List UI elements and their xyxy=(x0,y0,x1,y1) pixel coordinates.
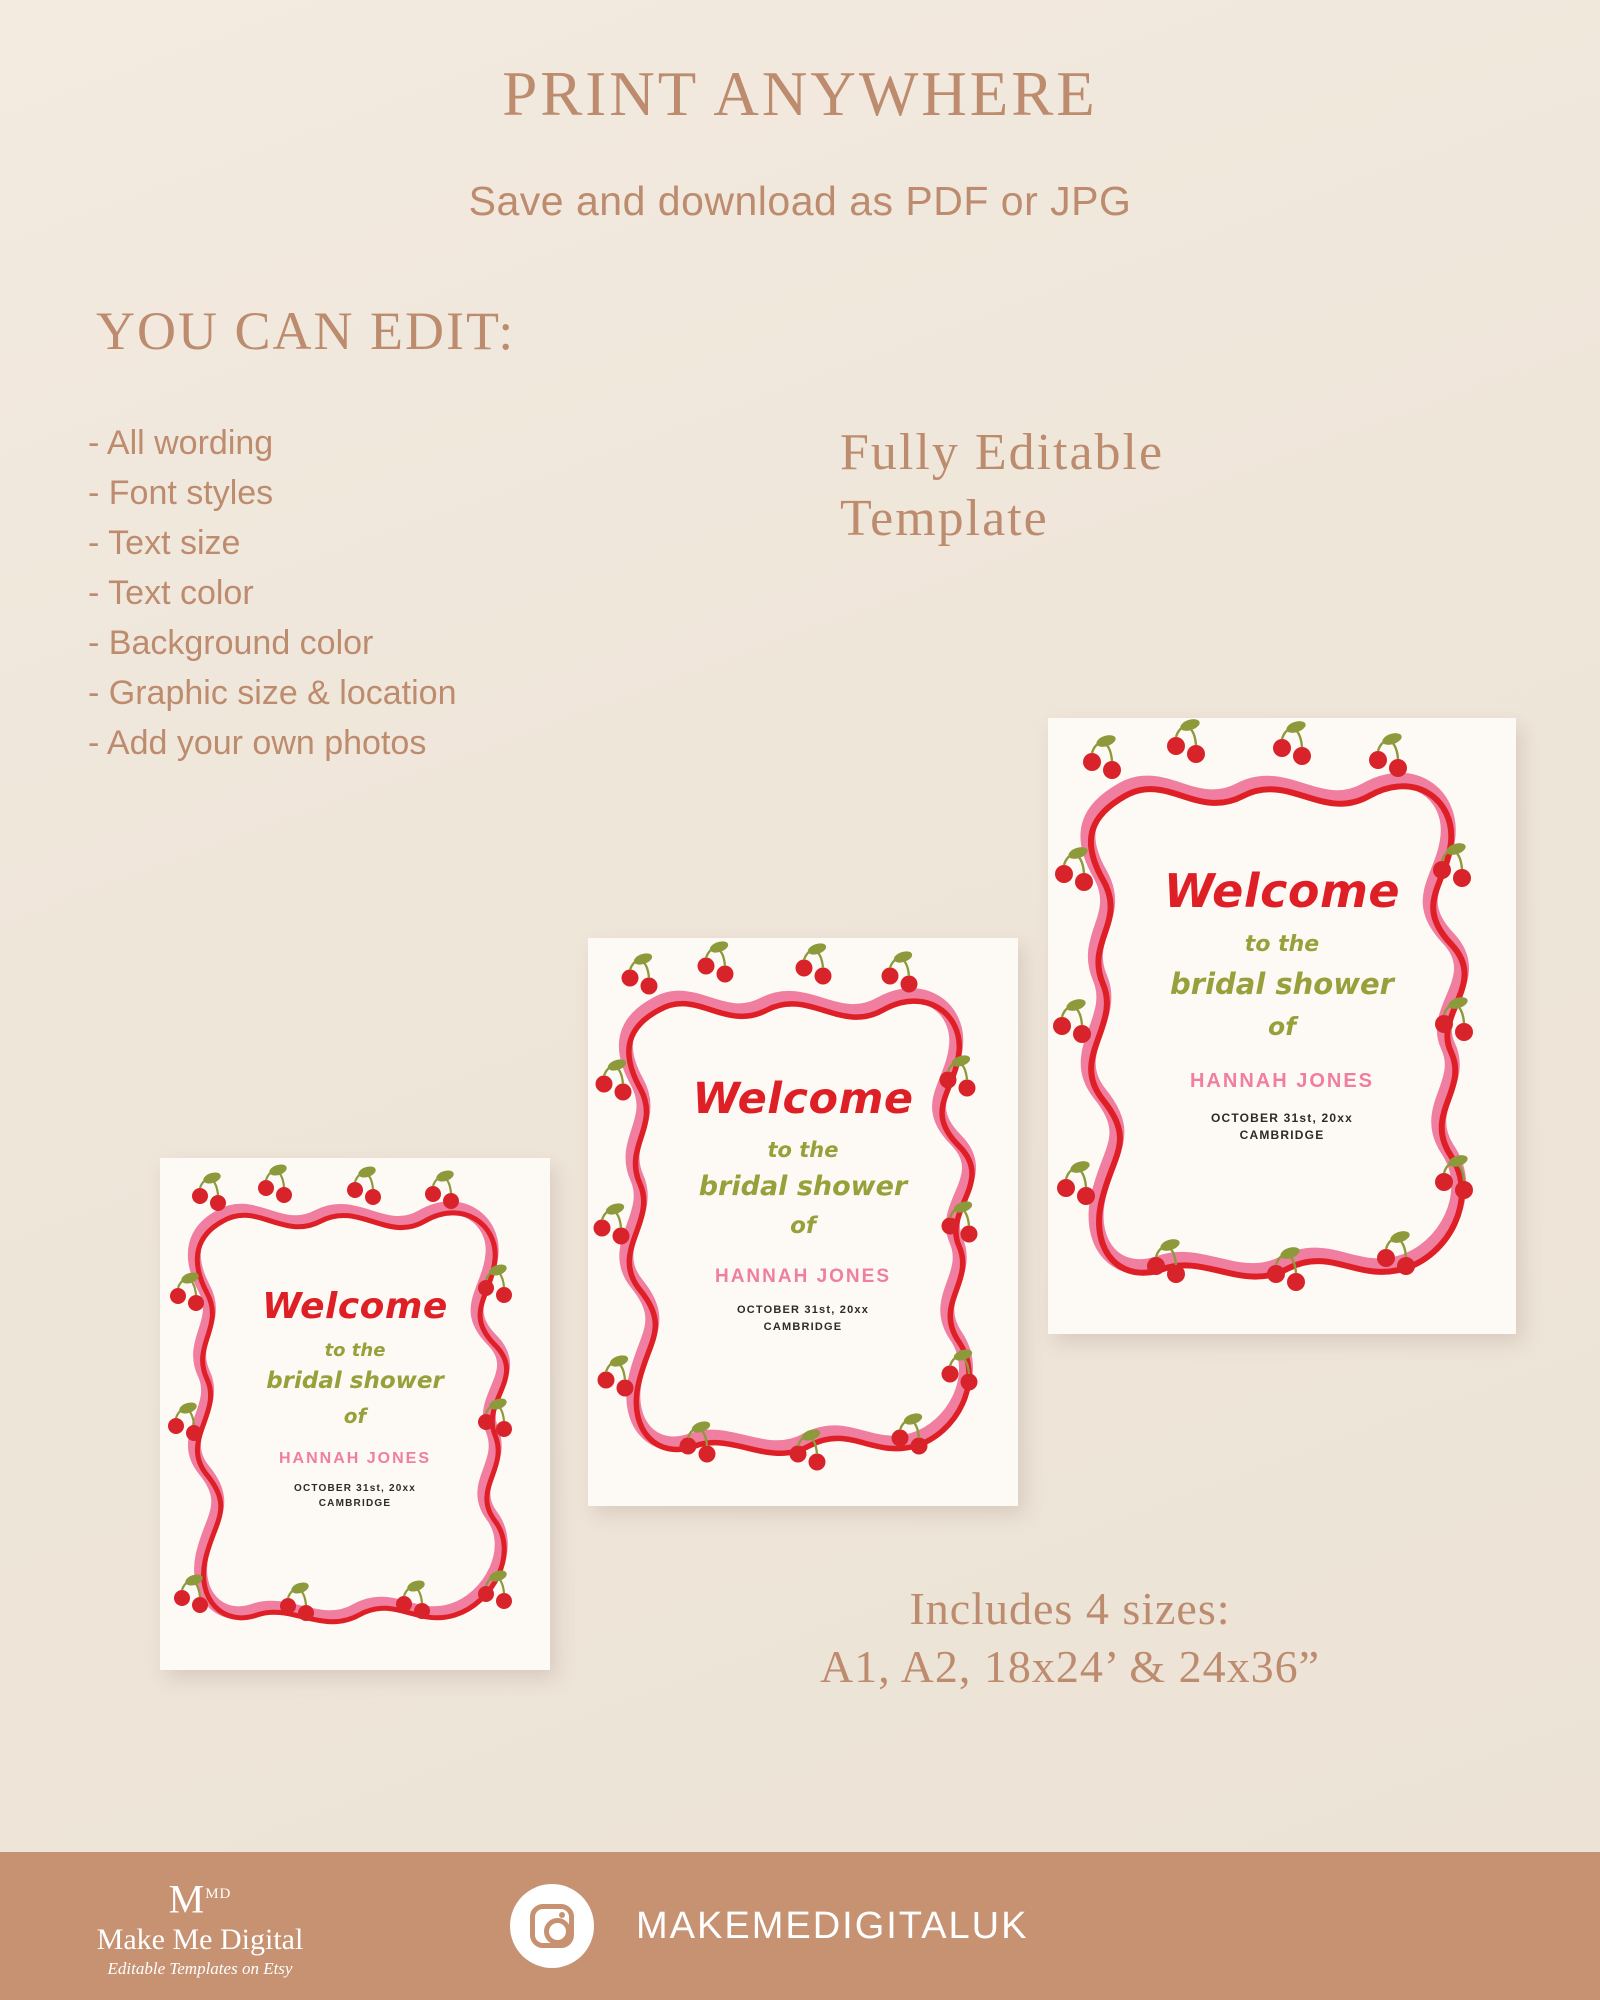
poster-artwork xyxy=(1048,718,1516,1334)
instagram-handle[interactable]: MAKEMEDIGITALUK xyxy=(636,1904,1029,1947)
list-item: - Text size xyxy=(88,524,241,562)
instagram-glyph xyxy=(530,1904,574,1948)
brand-logo-letter: M xyxy=(168,1876,206,1922)
brand-name: Make Me Digital xyxy=(96,1922,304,1956)
poster-tothe-text: to the xyxy=(1244,932,1320,957)
fully-editable-line1: Fully Editable xyxy=(840,424,1165,481)
brand-logo-mark xyxy=(0,1873,400,1920)
poster-date-text: OCTOBER 31st, 20xx xyxy=(293,1483,416,1494)
fully-editable-line2: Template xyxy=(840,490,1049,547)
poster-date-text: OCTOBER 31st, 20xx xyxy=(1210,1111,1354,1125)
list-item: - All wording xyxy=(88,424,274,462)
footer-bar xyxy=(0,1852,1600,2000)
poster-artwork xyxy=(160,1158,550,1670)
list-item: - Font styles xyxy=(88,474,274,512)
poster-preview-medium[interactable] xyxy=(588,938,1018,1506)
editable-features-list xyxy=(88,418,457,768)
poster-location-text: CAMBRIDGE xyxy=(1239,1128,1325,1142)
instagram-icon[interactable] xyxy=(510,1884,594,1968)
poster-of-text: of xyxy=(790,1213,816,1239)
poster-location-text: CAMBRIDGE xyxy=(318,1498,392,1509)
poster-event-text: bridal shower xyxy=(266,1368,444,1394)
page-title: PRINT ANYWHERE xyxy=(502,59,1098,129)
fully-editable-callout xyxy=(840,420,1460,552)
poster-names-text: HANNAH JONES xyxy=(1189,1070,1375,1092)
brand-logo-superscript: MD xyxy=(205,1886,232,1903)
includes-line2: A1, A2, 18x24’ & 24x36” xyxy=(819,1641,1320,1692)
cherry-decorations xyxy=(594,939,978,1470)
brand-tagline: Editable Templates on Etsy xyxy=(107,1958,293,1978)
includes-line1: Includes 4 sizes: xyxy=(909,1583,1231,1634)
poster-welcome-text: Welcome xyxy=(692,1074,914,1124)
includes-sizes-callout xyxy=(650,1580,1490,1696)
you-can-edit-heading: YOU CAN EDIT: xyxy=(96,301,516,361)
list-item: - Add your own photos xyxy=(88,724,427,762)
poster-tothe-text: to the xyxy=(767,1138,839,1162)
list-item: - Graphic size & location xyxy=(88,674,457,712)
poster-preview-small[interactable] xyxy=(160,1158,550,1670)
list-item: - Text color xyxy=(88,574,254,612)
poster-welcome-text: Welcome xyxy=(1163,864,1401,918)
page-subtitle: Save and download as PDF or JPG xyxy=(468,178,1132,224)
poster-of-text: of xyxy=(343,1404,367,1428)
instagram-block[interactable] xyxy=(510,1884,1028,1968)
poster-event-text: bridal shower xyxy=(1170,967,1394,1001)
poster-location-text: CAMBRIDGE xyxy=(763,1321,843,1333)
list-item: - Background color xyxy=(88,624,374,662)
poster-names-text: HANNAH JONES xyxy=(714,1266,892,1287)
poster-preview-large[interactable] xyxy=(1048,718,1516,1334)
poster-artwork xyxy=(588,938,1018,1506)
poster-date-text: OCTOBER 31st, 20xx xyxy=(736,1304,870,1316)
poster-tothe-text: to the xyxy=(324,1340,386,1361)
poster-of-text: of xyxy=(1267,1012,1297,1041)
poster-names-text: HANNAH JONES xyxy=(278,1450,431,1467)
poster-event-text: bridal shower xyxy=(698,1171,908,1202)
brand-block xyxy=(0,1873,400,1978)
poster-welcome-text: Welcome xyxy=(262,1286,448,1327)
